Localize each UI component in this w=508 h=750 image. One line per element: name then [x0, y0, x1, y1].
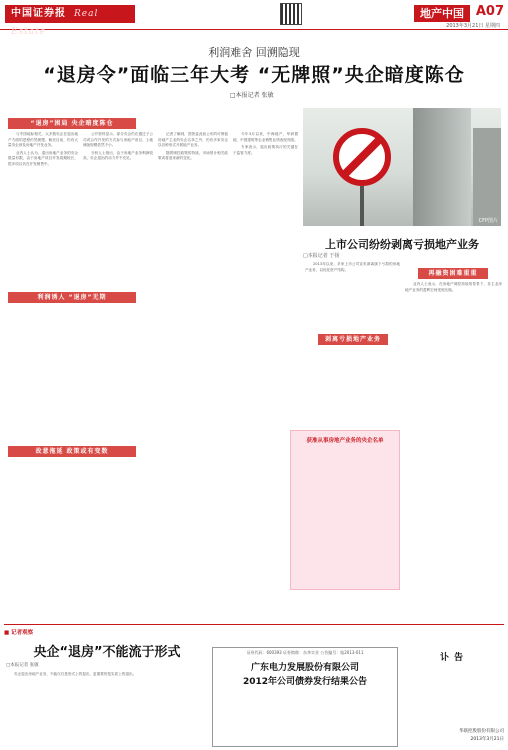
- lead-paragraph: 与中国地标相关，大多数央企在退出地产方面的进程仍然缓慢，截至目前，仍有大量央企涉及房地产开发业务。: [8, 132, 78, 148]
- barcode-icon: [280, 3, 302, 25]
- side-subhead-1: 剥离亏损地产业务: [318, 334, 388, 345]
- masthead: [5, 5, 135, 37]
- lead-paragraph: 业内人士认为，退出房地产业务的央企数量有限，由于房地产项目开发周期较长，很多项目仍在开发销售中。: [8, 150, 78, 166]
- building-shape: [413, 108, 471, 226]
- side-byline: □本报记者 于扬: [303, 253, 340, 259]
- obituary-company: 华联控股股份有限公司: [459, 729, 504, 734]
- lead-headline: “退房令”面临三年大考 “无牌照”央企暗度陈仓: [43, 64, 465, 86]
- lower-headline: 央企“退房”不能流于形式: [33, 645, 181, 660]
- page-number: A07: [475, 4, 504, 19]
- lead-byline: □本报记者 张敏: [230, 92, 274, 99]
- lead-paragraph: 今年3月以来，中海地产、华润置地、中国建筑等企业销售业绩表现亮眼。: [233, 132, 298, 142]
- ad-title: 2012年公司债券发行结果公告: [242, 677, 368, 687]
- sign-pole: [360, 186, 364, 226]
- lower-byline: □本报记者 张敏: [6, 663, 39, 668]
- sidebar-box-title: 获准从事房地产业务的央企名单: [306, 438, 384, 444]
- page-header: [0, 0, 508, 37]
- column-label: ■ 记者观察: [4, 630, 34, 636]
- side-subhead-2: 再融资困难重重: [418, 268, 488, 279]
- lead-kicker: 利润难舍 回溯隐现: [208, 46, 300, 59]
- lead-paragraph: 专家表示，退出政策执行的关键在于监管力度。: [233, 145, 298, 155]
- lead-subhead-1: “退房”困局 央企暗度陈仓: [8, 118, 136, 129]
- issue-date: 2013年3月21日 星期四: [446, 23, 500, 29]
- lead-subhead-2: 利润诱人 “退房”无期: [8, 292, 136, 303]
- ad-header: 证券代码：600393 证券简称：东华实业 公告编号：临2013-011: [246, 650, 364, 655]
- building-shape: [473, 128, 501, 226]
- ad-company-name: 广东电力发展股份有限公司: [250, 663, 359, 673]
- lead-column-1: [8, 132, 78, 282]
- masthead-en: Real Estate: [11, 9, 99, 37]
- lead-column-2: [83, 132, 153, 282]
- section-tag: 地产中国: [414, 5, 470, 22]
- lead-paragraph: 随着调控政策的持续，市场预计相关政策或将迎来新的变化。: [158, 150, 228, 161]
- no-entry-sign-icon: [333, 128, 391, 186]
- lower-paragraph: 央企退出房地产业务，不能仅仅是形式上的退出，更重要的是实质上的退出。: [14, 672, 137, 676]
- lead-paragraph: 记者了解到，国资委此前公布的可保留房地产主业的央企名单之外，仍有多家央企以各种形式开展地产业务。: [158, 132, 228, 148]
- lower-column: [6, 672, 206, 746]
- side-paragraph: 业内人士表示，在房地产调控持续的背景下，非主业房地产业务的盈利空间受到压缩。: [405, 282, 502, 292]
- side-headline: 上市公司纷纷剥离亏损地产业务: [325, 238, 479, 251]
- lead-column-4: [233, 132, 298, 432]
- lead-subhead-3: 故意拖延 政策或有变数: [8, 446, 136, 457]
- lead-paragraph: 分析人士指出，由于房地产业务利润较高，央企退出的动力并不充足。: [83, 150, 153, 161]
- side-column-2: [405, 282, 502, 622]
- side-paragraph: 2013年以来，多家上市公司宣布剥离旗下亏损的房地产业务，以优化资产结构。: [305, 262, 400, 272]
- sidebar-box: [290, 430, 400, 590]
- obituary-title: 讣告: [439, 653, 468, 663]
- masthead-title: 中国证券报: [11, 8, 66, 19]
- lead-paragraph: 公开资料显示，部分央企仍在通过子公司或合作开发的方式参与房地产项目，土地储备规模依然不小。: [83, 132, 153, 148]
- lead-column-3: [158, 132, 228, 432]
- section-divider: [4, 624, 504, 625]
- photo-credit: CFP图片: [478, 218, 498, 224]
- obituary-date: 2013年3月21日: [470, 737, 504, 742]
- news-photo: [303, 108, 501, 226]
